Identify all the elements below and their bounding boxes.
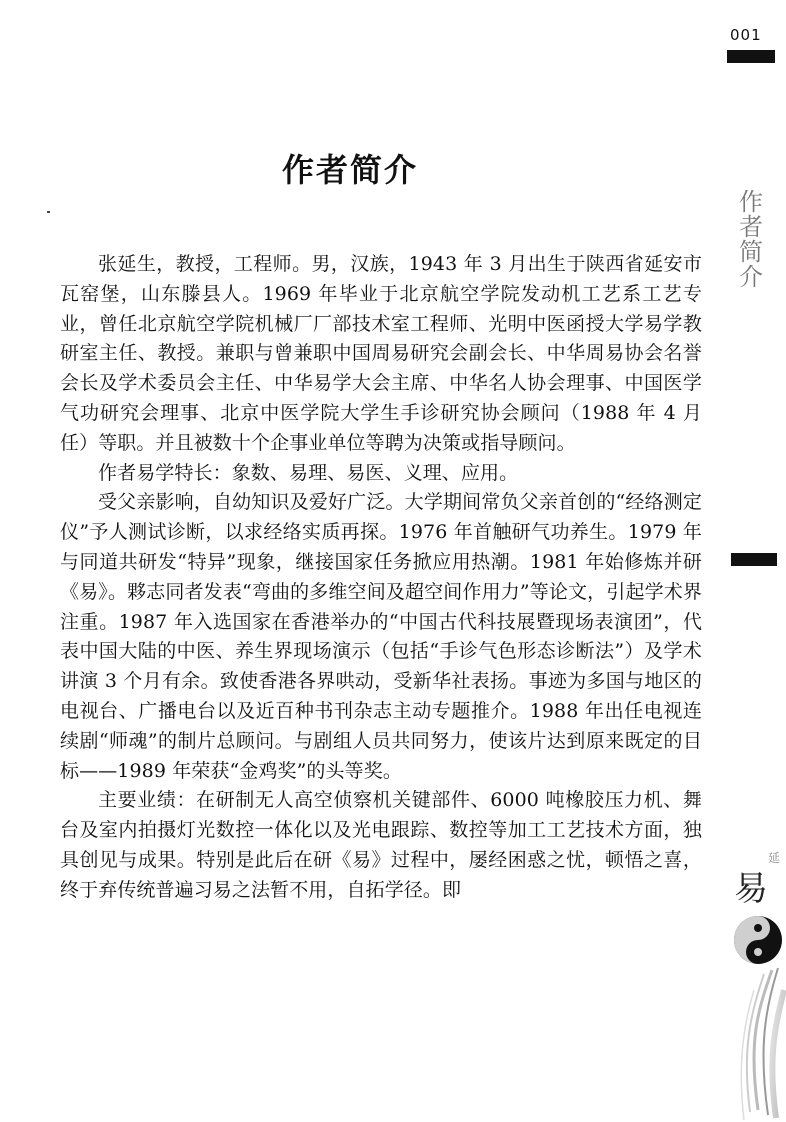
side-title-char: 作 xyxy=(739,188,763,216)
body-text xyxy=(60,250,702,906)
emblem-char-small: 延 xyxy=(768,851,781,865)
page-number: 001 xyxy=(730,26,762,44)
page-title: 作者简介 xyxy=(281,151,418,189)
side-marker-bar xyxy=(731,553,777,566)
paragraph-experience: 受父亲影响，自幼知识及爱好广泛。大学期间常负父亲首创的“经络测定仪”予人测试诊断，以求经络实质再探。1976 年首触研气功养生。1979 年与同道共研发“特异”现象，继接国家任务掀应用热潮。1981 年始修炼并研《易》。夥志同者发表“弯曲的多维空间及超空间作用力”等论文，引起学术界注重。1987 年入选国家在香港举办的“中国古代科技展暨现场表演团”，代表中国大陆的中医、养生界现场演示（包括“手诊气色形态诊断法”）及学术讲演 3 个月有余。致使香港各界哄动，受新华社表扬。事迹为多国与地区的电视台、广播电台以及近百种书刊杂志主动专题推介。1988 年出任电视连续剧“师魂”的制片总顾问。与剧组人员共同努力，使该片达到原来既定的目标——1989 年荣获“金鸡奖”的头等奖。 xyxy=(60,491,702,782)
page-number-bar xyxy=(727,50,775,63)
paragraph-specialties: 作者易学特长：象数、易理、易医、义理、应用。 xyxy=(98,461,519,484)
paragraph-biography: 张延生，教授，工程师。男，汉族，1943 年 3 月出生于陕西省延安市瓦窑堡，山东滕县人。1969 年毕业于北京航空学院发动机工艺系工艺专业，曾任北京航空学院机械厂厂部技术室工程师、光明中医函授大学易学教研室主任、教授。兼职与曾兼职中国周易研究会副会长、中华周易协会名誉会长及学术委员会主任、中华易学大会主席、中华名人协会理事、中国医学气功研究会理事、北京中医学院大学生手诊研究协会顾问（1988 年 4 月任）等职。并且被数十个企事业单位等聘为决策或指导顾问。 xyxy=(60,253,702,454)
emblem-char-large: 易 xyxy=(734,869,768,909)
side-section-title xyxy=(731,190,771,290)
side-title-char: 介 xyxy=(739,263,763,291)
print-speck xyxy=(47,211,50,213)
side-title-char: 者 xyxy=(739,213,763,241)
paragraph-achievements: 主要业绩：在研制无人高空侦察机关键部件、6000 吨橡胶压力机、舞台及室内拍摄灯光数控一体化以及光电跟踪、数控等加工工艺技术方面，独具创见与成果。特别是此后在研《易》过程中，屡经困惑之忧，顿悟之喜，终于弃传统普遍习易之法暂不用，自拓学径。即 xyxy=(60,789,702,901)
side-title-char: 简 xyxy=(739,238,763,266)
yin-yang-emblem-icon xyxy=(728,840,786,1122)
